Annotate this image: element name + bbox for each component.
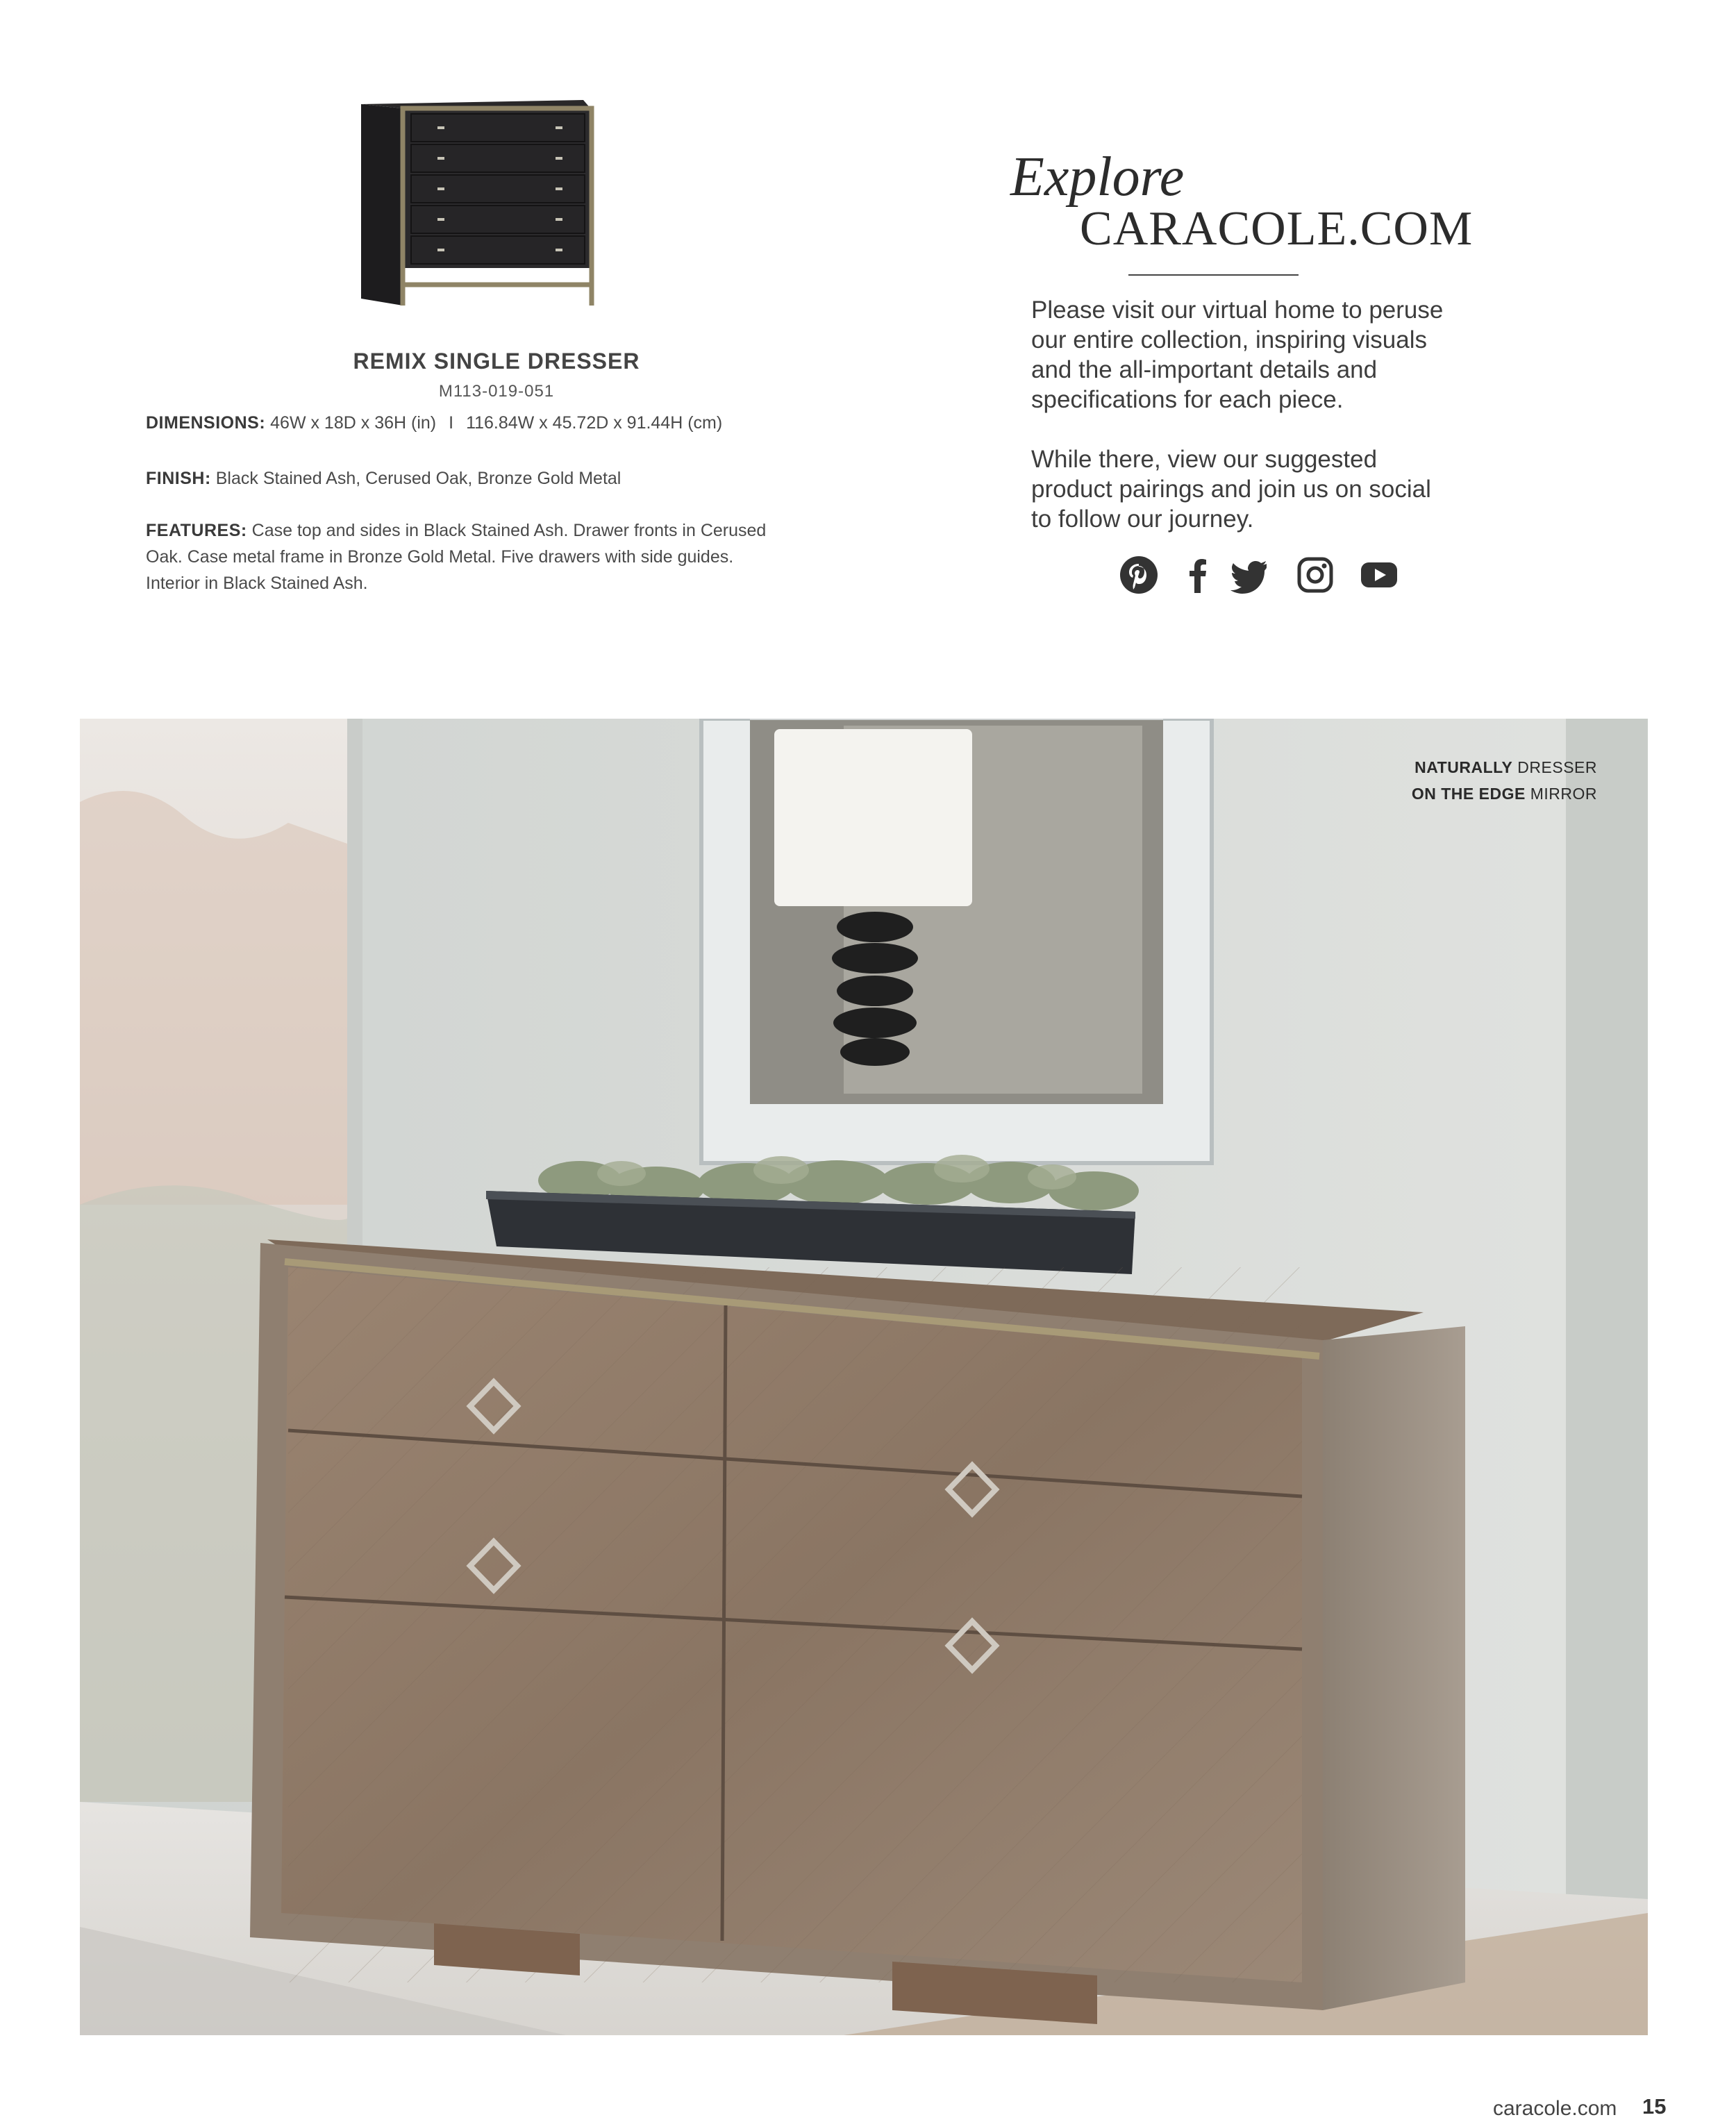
youtube-icon[interactable] bbox=[1360, 555, 1399, 594]
dimensions-label: DIMENSIONS: bbox=[146, 413, 266, 433]
features-line-3: Interior in Black Stained Ash. bbox=[146, 574, 368, 593]
explore-paragraph-2 bbox=[1031, 444, 1503, 534]
caption-mirror-collection: ON THE EDGE bbox=[1411, 785, 1526, 803]
page-number: 15 bbox=[1642, 2094, 1667, 2119]
photo-caption-dresser bbox=[1250, 758, 1597, 777]
explore-p1-line: specifications for each piece. bbox=[1031, 386, 1344, 413]
caption-mirror-item: MIRROR bbox=[1530, 785, 1597, 803]
explore-p1-line: and the all-important details and bbox=[1031, 356, 1378, 383]
features-line-2: Oak. Case metal frame in Bronze Gold Metal. Five drawers with side guides. bbox=[146, 547, 734, 567]
caption-dresser-collection: NATURALLY bbox=[1414, 758, 1513, 776]
finish-value: Black Stained Ash, Cerused Oak, Bronze Gold Metal bbox=[215, 469, 621, 488]
features-label: FEATURES: bbox=[146, 521, 247, 540]
instagram-icon[interactable] bbox=[1296, 555, 1335, 594]
explore-p1-line: Please visit our virtual home to peruse bbox=[1031, 296, 1444, 324]
finish-label: FINISH: bbox=[146, 469, 211, 488]
dimensions-separator: I bbox=[449, 413, 454, 433]
dimensions-inches: 46W x 18D x 36H (in) bbox=[270, 413, 437, 433]
explore-p1-line: our entire collection, inspiring visuals bbox=[1031, 326, 1427, 353]
finish-line bbox=[146, 465, 854, 492]
product-sku: M113-019-051 bbox=[438, 382, 555, 401]
explore-heading-script: Explore bbox=[1010, 147, 1185, 208]
room-scene-photo bbox=[80, 719, 1648, 2035]
pinterest-icon[interactable] bbox=[1119, 555, 1158, 594]
caption-dresser-item: DRESSER bbox=[1517, 758, 1597, 776]
explore-p2-line: While there, view our suggested bbox=[1031, 446, 1378, 473]
features-line-1: Case top and sides in Black Stained Ash. Drawer fronts in Cerused bbox=[251, 521, 767, 540]
dimensions-line bbox=[146, 410, 854, 436]
explore-divider bbox=[1128, 274, 1299, 276]
footer-site-link[interactable]: caracole.com bbox=[1493, 2097, 1617, 2120]
product-thumbnail-image bbox=[347, 97, 597, 312]
facebook-icon[interactable] bbox=[1179, 555, 1218, 594]
explore-paragraph-1 bbox=[1031, 295, 1503, 415]
explore-heading-site[interactable]: CARACOLE.COM bbox=[1080, 202, 1474, 256]
explore-p2-line: product pairings and join us on social bbox=[1031, 476, 1431, 503]
product-name: REMIX SINGLE DRESSER bbox=[353, 349, 640, 374]
features-block bbox=[146, 517, 854, 596]
photo-caption-mirror bbox=[1250, 785, 1597, 803]
dimensions-cm: 116.84W x 45.72D x 91.44H (cm) bbox=[466, 413, 723, 433]
explore-p2-line: to follow our journey. bbox=[1031, 506, 1254, 533]
twitter-icon[interactable] bbox=[1230, 555, 1269, 594]
